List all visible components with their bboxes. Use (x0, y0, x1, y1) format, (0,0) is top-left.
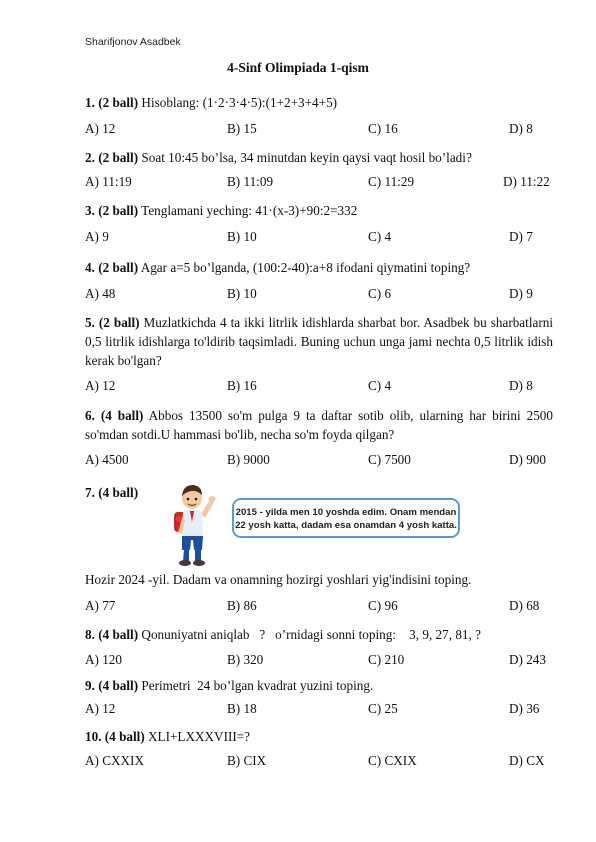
option-d[interactable]: D) 900 (509, 452, 546, 467)
option-c[interactable]: C) 4 (368, 229, 392, 244)
options-6 (85, 452, 555, 471)
question-8: 8. (4 ball) Qonuniyatni aniqlab ? o’rnidagi sonni toping: 3, 9, 27, 81, ? (85, 627, 481, 642)
question-5: 5. (2 ball) Muzlatkichda 4 ta ikki litrlik idishlarda sharbat bor. Asadbek bu sharbatlarni 0,5 litrlik idishlarga to'ldirib taqsimladi. Buning uchun unga jami nechta 0,5 litrlik idish kerak bo'lgan? (85, 315, 553, 368)
author-name: Sharifjonov Asadbek (85, 36, 181, 48)
option-d[interactable]: D) 8 (509, 121, 533, 136)
question-7: 7. (4 ball) (85, 485, 139, 500)
options-5 (85, 378, 555, 397)
question-4: 4. (2 ball) Agar a=5 bo’lganda, (100:2-40):a+8 ifodani qiymatini toping? (85, 260, 471, 275)
option-d[interactable]: D) 243 (509, 652, 546, 667)
option-c[interactable]: C) CXIX (368, 753, 417, 768)
option-a[interactable]: A) 12 (85, 378, 116, 393)
option-d[interactable]: D) 7 (509, 229, 533, 244)
option-a[interactable]: A) 4500 (85, 452, 129, 467)
option-b[interactable]: B) 18 (227, 701, 257, 716)
options-9 (85, 701, 555, 720)
option-a[interactable]: A) 9 (85, 229, 109, 244)
option-b[interactable]: B) 11:09 (227, 174, 274, 189)
option-c[interactable]: C) 96 (368, 598, 398, 613)
option-a[interactable]: A) 11:19 (85, 174, 132, 189)
option-d[interactable]: D) 11:22 (503, 174, 550, 189)
option-a[interactable]: A) 120 (85, 652, 122, 667)
question-2: 2. (2 ball) Soat 10:45 bo’lsa, 34 minutdan keyin qaysi vaqt hosil bo’ladi? (85, 150, 472, 165)
options-10 (85, 753, 555, 772)
option-b[interactable]: B) CIX (227, 753, 267, 768)
options-3 (85, 229, 555, 248)
option-b[interactable]: B) 320 (227, 652, 264, 667)
option-a[interactable]: A) 12 (85, 701, 116, 716)
option-d[interactable]: D) 9 (509, 286, 533, 301)
option-b[interactable]: B) 15 (227, 121, 257, 136)
question-1: 1. (2 ball) Hisoblang: (1·2·3·4·5):(1+2+3+4+5) (85, 95, 338, 110)
option-d[interactable]: D) 68 (509, 598, 540, 613)
options-8 (85, 652, 555, 671)
option-a[interactable]: A) CXXIX (85, 753, 144, 768)
options-2 (85, 174, 555, 193)
option-b[interactable]: B) 10 (227, 229, 257, 244)
option-d[interactable]: D) CX (509, 753, 545, 768)
option-a[interactable]: A) 12 (85, 121, 116, 136)
option-c[interactable]: C) 4 (368, 378, 392, 393)
option-c[interactable]: C) 16 (368, 121, 398, 136)
option-b[interactable]: B) 86 (227, 598, 257, 613)
option-a[interactable]: A) 77 (85, 598, 116, 613)
page-title: 4-Sinf Olimpiada 1-qism (227, 60, 369, 75)
options-7 (85, 598, 555, 617)
option-b[interactable]: B) 10 (227, 286, 257, 301)
question-3: 3. (2 ball) Tenglamani yeching: 41·(x-3)+90:2=332 (85, 203, 358, 218)
option-b[interactable]: B) 16 (227, 378, 257, 393)
question-10: 10. (4 ball) XLI+LXXXVIII=? (85, 729, 251, 744)
option-c[interactable]: C) 25 (368, 701, 398, 716)
schoolboy-illustration (168, 478, 216, 566)
option-d[interactable]: D) 8 (509, 378, 533, 393)
option-c[interactable]: C) 6 (368, 286, 392, 301)
question-6: 6. (4 ball) Abbos 13500 so'm pulga 9 ta daftar sotib olib, ularning har birini 2500 so'mdan sotdi.U hammasi bo'lib, necha so'm foyda qilgan? (85, 408, 553, 442)
option-c[interactable]: C) 210 (368, 652, 405, 667)
options-4 (85, 286, 555, 305)
option-b[interactable]: B) 9000 (227, 452, 270, 467)
option-d[interactable]: D) 36 (509, 701, 540, 716)
question-9: 9. (4 ball) Perimetri 24 bo’lgan kvadrat yuzini toping. (85, 678, 374, 693)
options-1 (85, 121, 555, 140)
option-c[interactable]: C) 11:29 (368, 174, 415, 189)
option-c[interactable]: C) 7500 (368, 452, 411, 467)
question-7-text: Hozir 2024 -yil. Dadam va onamning hozirgi yoshlari yig'indisini toping. (85, 572, 472, 587)
option-a[interactable]: A) 48 (85, 286, 116, 301)
speech-bubble: 2015 - yilda men 10 yoshda edim. Onam mendan 22 yosh katta, dadam esa onamdan 4 yosh katta. (232, 498, 460, 538)
